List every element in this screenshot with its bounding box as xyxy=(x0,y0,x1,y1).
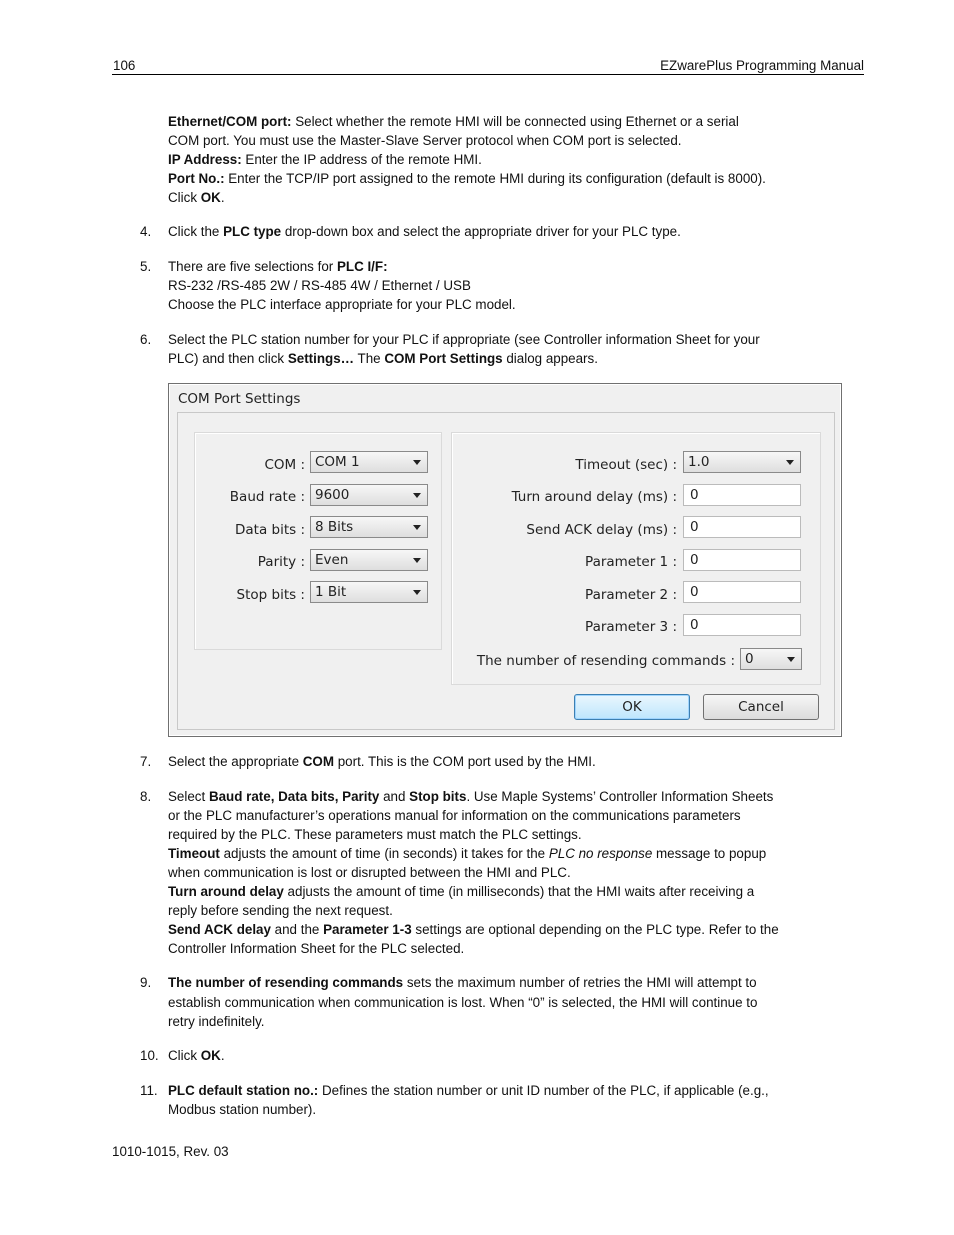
ok-button[interactable]: OK xyxy=(574,694,690,720)
stop-bits-select[interactable]: 1 Bit xyxy=(310,581,428,603)
chevron-down-icon xyxy=(786,460,794,465)
dialog-title: COM Port Settings xyxy=(178,391,301,407)
timeout-select[interactable]: 1.0 xyxy=(683,451,801,473)
chevron-down-icon xyxy=(413,460,421,465)
step-number: 10. xyxy=(140,1048,159,1063)
manual-title: EZwarePlus Programming Manual xyxy=(660,58,864,73)
step-5-line-2: RS-232 /RS-485 2W / RS-485 4W / Ethernet / USB xyxy=(168,278,471,293)
parity-label: Parity : xyxy=(257,554,305,570)
parameter-3-label: Parameter 3 : xyxy=(585,619,677,635)
port-line: Port No.: Enter the TCP/IP port assigned to the remote HMI during its configuration (default is 8000). xyxy=(168,171,766,186)
step-number: 4. xyxy=(140,224,152,239)
eth-line-2: COM port. You must use the Master-Slave Server protocol when COM port is selected. xyxy=(168,133,682,148)
chevron-down-icon xyxy=(787,657,795,662)
com-label: COM : xyxy=(264,457,305,473)
step-6-line-2: PLC) and then click Settings… The COM Port Settings dialog appears. xyxy=(168,351,598,366)
step-8-text: Select Baud rate, Data bits, Parity and Stop bits. Use Maple Systems’ Controller Information Sheets xyxy=(168,789,774,804)
ip-line: IP Address: Enter the IP address of the remote HMI. xyxy=(168,152,482,167)
timeout-description: Timeout adjusts the amount of time (in seconds) it takes for the PLC no response message to popup xyxy=(168,846,767,861)
step-9-line-2: establish communication when communication is lost. When “0” is selected, the HMI will continue to xyxy=(168,995,758,1010)
cancel-button[interactable]: Cancel xyxy=(703,694,819,720)
step-10-text: Click OK. xyxy=(168,1048,225,1063)
page-header xyxy=(112,56,864,75)
com-port-settings-dialog xyxy=(168,383,842,737)
turn-around-delay-label: Turn around delay (ms) : xyxy=(511,489,677,505)
chevron-down-icon xyxy=(413,493,421,498)
step-7-text: Select the appropriate COM port. This is the COM port used by the HMI. xyxy=(168,754,596,769)
turn-around-delay-input[interactable]: 0 xyxy=(683,484,801,506)
step-11-text: PLC default station no.: Defines the station number or unit ID number of the PLC, if applicable (e.g., xyxy=(168,1083,769,1098)
stop-bits-label: Stop bits : xyxy=(236,587,305,603)
step-9-text: The number of resending commands sets the maximum number of retries the HMI will attempt to xyxy=(168,975,757,990)
page-number: 106 xyxy=(113,58,136,73)
parameter-3-input[interactable]: 0 xyxy=(683,614,801,636)
turn-around-description-2: reply before sending the next request. xyxy=(168,903,393,918)
step-4-text: Click the PLC type drop-down box and select the appropriate driver for your PLC type. xyxy=(168,224,681,239)
parameter-2-label: Parameter 2 : xyxy=(585,587,677,603)
data-bits-select[interactable]: 8 Bits xyxy=(310,516,428,538)
timeout-label: Timeout (sec) : xyxy=(575,457,677,473)
send-ack-description-2: Controller Information Sheet for the PLC selected. xyxy=(168,941,465,956)
parameter-1-input[interactable]: 0 xyxy=(683,549,801,571)
com-select[interactable]: COM 1 xyxy=(310,451,428,473)
eth-line: Ethernet/COM port: Select whether the remote HMI will be connected using Ethernet or a serial xyxy=(168,114,739,129)
step-number: 8. xyxy=(140,789,152,804)
baud-rate-select[interactable]: 9600 xyxy=(310,484,428,506)
step-11-line-2: Modbus station number). xyxy=(168,1102,317,1117)
step-number: 6. xyxy=(140,332,152,347)
send-ack-description: Send ACK delay and the Parameter 1-3 settings are optional depending on the PLC type. Refer to the xyxy=(168,922,779,937)
resending-commands-select[interactable]: 0 xyxy=(740,648,802,670)
step-number: 9. xyxy=(140,975,152,990)
step-5-text: There are five selections for PLC I/F: xyxy=(168,259,388,274)
chevron-down-icon xyxy=(413,525,421,530)
parameter-2-input[interactable]: 0 xyxy=(683,581,801,603)
data-bits-label: Data bits : xyxy=(234,522,305,538)
chevron-down-icon xyxy=(413,590,421,595)
step-6-text: Select the PLC station number for your PLC if appropriate (see Controller information Sheet for your xyxy=(168,332,760,347)
step-5-line-3: Choose the PLC interface appropriate for your PLC model. xyxy=(168,297,516,312)
chevron-down-icon xyxy=(413,558,421,563)
send-ack-delay-input[interactable]: 0 xyxy=(683,516,801,538)
click-ok-line: Click OK. xyxy=(168,190,225,205)
step-number: 7. xyxy=(140,754,152,769)
parameter-1-label: Parameter 1 : xyxy=(585,554,677,570)
step-number: 11. xyxy=(140,1083,158,1098)
baud-rate-label: Baud rate : xyxy=(229,489,305,505)
timeout-description-2: when communication is lost or disrupted between the HMI and PLC. xyxy=(168,865,571,880)
send-ack-delay-label: Send ACK delay (ms) : xyxy=(526,522,677,538)
turn-around-description: Turn around delay adjusts the amount of time (in milliseconds) that the HMI waits after receiving a xyxy=(168,884,755,899)
resending-commands-label: The number of resending commands : xyxy=(476,653,735,669)
step-8-line-3: required by the PLC. These parameters must match the PLC settings. xyxy=(168,827,582,842)
page-footer: 1010-1015, Rev. 03 xyxy=(112,1144,229,1159)
step-number: 5. xyxy=(140,259,152,274)
step-8-line-2: or the PLC manufacturer’s operations manual for information on the communications parameters xyxy=(168,808,741,823)
parity-select[interactable]: Even xyxy=(310,549,428,571)
step-9-line-3: retry indefinitely. xyxy=(168,1014,265,1029)
